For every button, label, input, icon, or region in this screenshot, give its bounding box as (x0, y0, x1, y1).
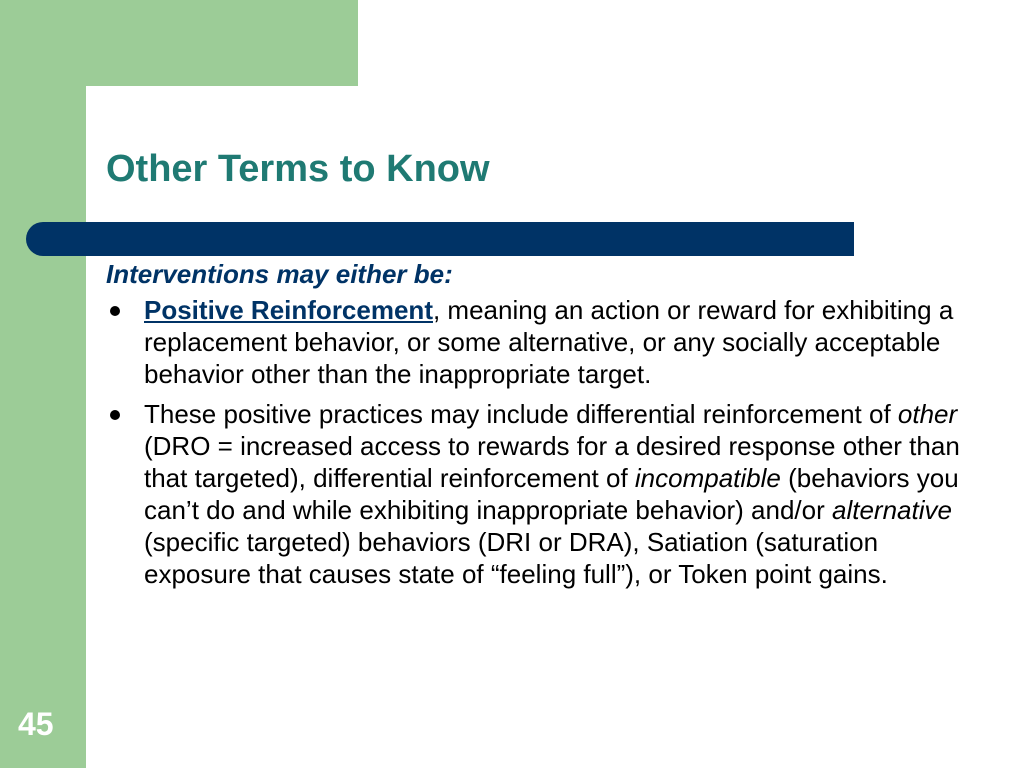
bullet-dot-icon (110, 306, 120, 316)
bullet-text: (behaviors you can’t do and while exhibiting inappropriate behavior) and/or (144, 463, 959, 525)
bullet-text: (specific targeted) behaviors (DRI or DRA), Satiation (saturation exposure that causes state of “feeling full”), or Token point gains. (144, 527, 888, 589)
green-sidebar (0, 0, 86, 768)
intro-text: Interventions may either be: (106, 259, 453, 289)
bullet-text: (DRO = increased access to rewards for a desired response other than that targeted), differential reinforcement of (144, 431, 960, 493)
bullet-dot-icon (110, 410, 120, 420)
bullet-list (106, 294, 966, 590)
bullet-text: These positive practices may include differential reinforcement of (144, 399, 898, 429)
emphasis-text: alternative (832, 495, 952, 525)
bullet-item (106, 398, 966, 590)
emphasis-text: other (897, 399, 958, 429)
bullet-item (106, 294, 966, 390)
title-divider-bar (26, 222, 854, 256)
slide-number: 45 (18, 706, 54, 742)
emphasis-text: incompatible (634, 463, 781, 493)
slide-title: Other Terms to Know (106, 148, 490, 190)
bullet-text: , meaning an action or reward for exhibiting a replacement behavior, or some alternative, or any socially acceptable behavior other than the inappropriate target. (144, 295, 954, 389)
term-positive-reinforcement: Positive Reinforcement (144, 295, 433, 325)
slide-body (106, 258, 966, 598)
